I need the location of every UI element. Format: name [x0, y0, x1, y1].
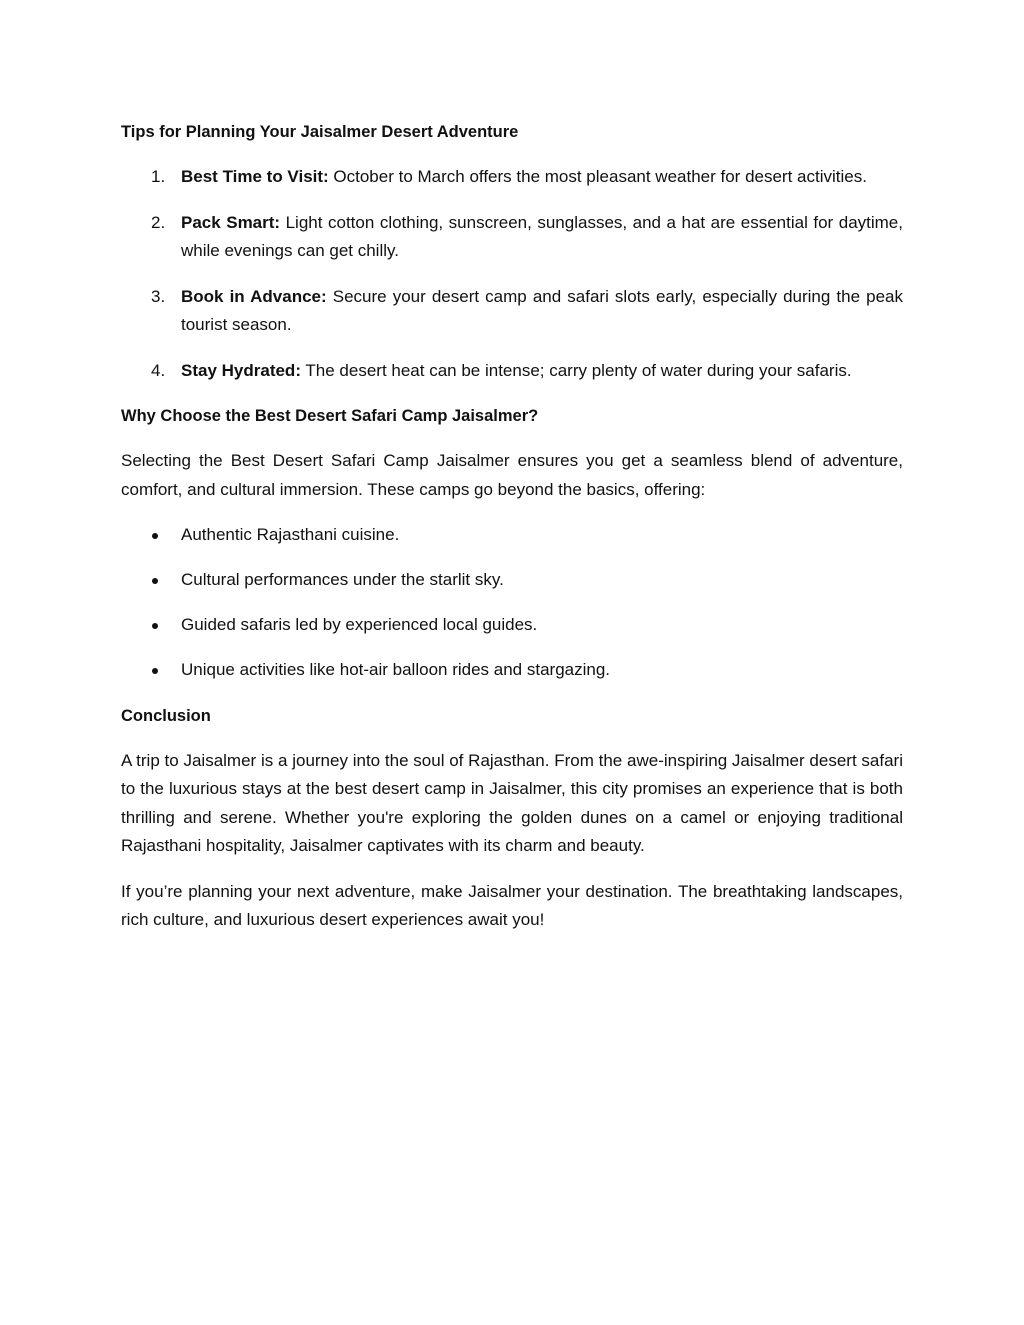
- bullet-text: Authentic Rajasthani cuisine.: [181, 525, 400, 544]
- why-intro-paragraph: Selecting the Best Desert Safari Camp Jaisalmer ensures you get a seamless blend of adventure, comfort, and cultural immersion. These camps go beyond the basics, offering:: [121, 451, 903, 499]
- bullet-text: Guided safaris led by experienced local guides.: [181, 615, 538, 634]
- closing-paragraph: If you’re planning your next adventure, make Jaisalmer your destination. The breathtaking landscapes, rich culture, and luxurious desert experiences await you!: [121, 881, 903, 929]
- tip-text: The desert heat can be intense; carry plenty of water during your safaris.: [300, 360, 852, 380]
- bullet-icon: [152, 578, 158, 584]
- conclusion-paragraph: A trip to Jaisalmer is a journey into the soul of Rajasthan. From the awe-inspiring Jaisalmer desert safari to the luxurious stays at the best desert camp in Jaisalmer, this city promises an experience that is both thrilling and serene. Whether you're exploring the golden dunes on a camel or enjoying traditional Rajasthani hospitality, Jaisalmer captivates with its charm and beauty.: [121, 750, 903, 855]
- bullet-icon: [152, 623, 158, 629]
- offerings-list: [121, 521, 903, 685]
- tip-text: Light cotton clothing, sunscreen, sunglasses, and a hat are essential for daytime, while evenings can get chilly.: [181, 212, 903, 260]
- list-item: [121, 283, 903, 340]
- tips-heading: Tips for Planning Your Jaisalmer Desert Adventure: [121, 123, 519, 141]
- tip-term: Pack Smart:: [181, 212, 281, 232]
- list-item: [121, 656, 903, 685]
- list-item: [121, 566, 903, 595]
- document-page: [121, 118, 903, 952]
- tip-text: October to March offers the most pleasant weather for desert activities.: [328, 167, 867, 186]
- bullet-icon: [152, 533, 158, 539]
- why-heading: Why Choose the Best Desert Safari Camp Jaisalmer?: [121, 407, 539, 425]
- list-item: [121, 521, 903, 550]
- list-item: [121, 209, 903, 266]
- list-item: [121, 611, 903, 640]
- tip-text: Secure your desert camp and safari slots early, especially during the peak tourist season.: [181, 286, 903, 334]
- tip-term: Best Time to Visit:: [181, 167, 329, 186]
- tip-term: Book in Advance:: [181, 286, 327, 306]
- list-number: 3.: [151, 286, 166, 306]
- conclusion-heading: Conclusion: [121, 706, 211, 725]
- bullet-icon: [152, 668, 158, 674]
- list-number: 2.: [151, 212, 166, 232]
- list-item: [121, 357, 903, 386]
- bullet-text: Cultural performances under the starlit sky.: [181, 570, 504, 589]
- tips-list: [121, 163, 903, 385]
- list-number: 1.: [151, 167, 166, 186]
- list-item: [121, 163, 903, 192]
- list-number: 4.: [151, 360, 166, 380]
- tip-term: Stay Hydrated:: [181, 360, 301, 380]
- bullet-text: Unique activities like hot-air balloon rides and stargazing.: [181, 660, 611, 679]
